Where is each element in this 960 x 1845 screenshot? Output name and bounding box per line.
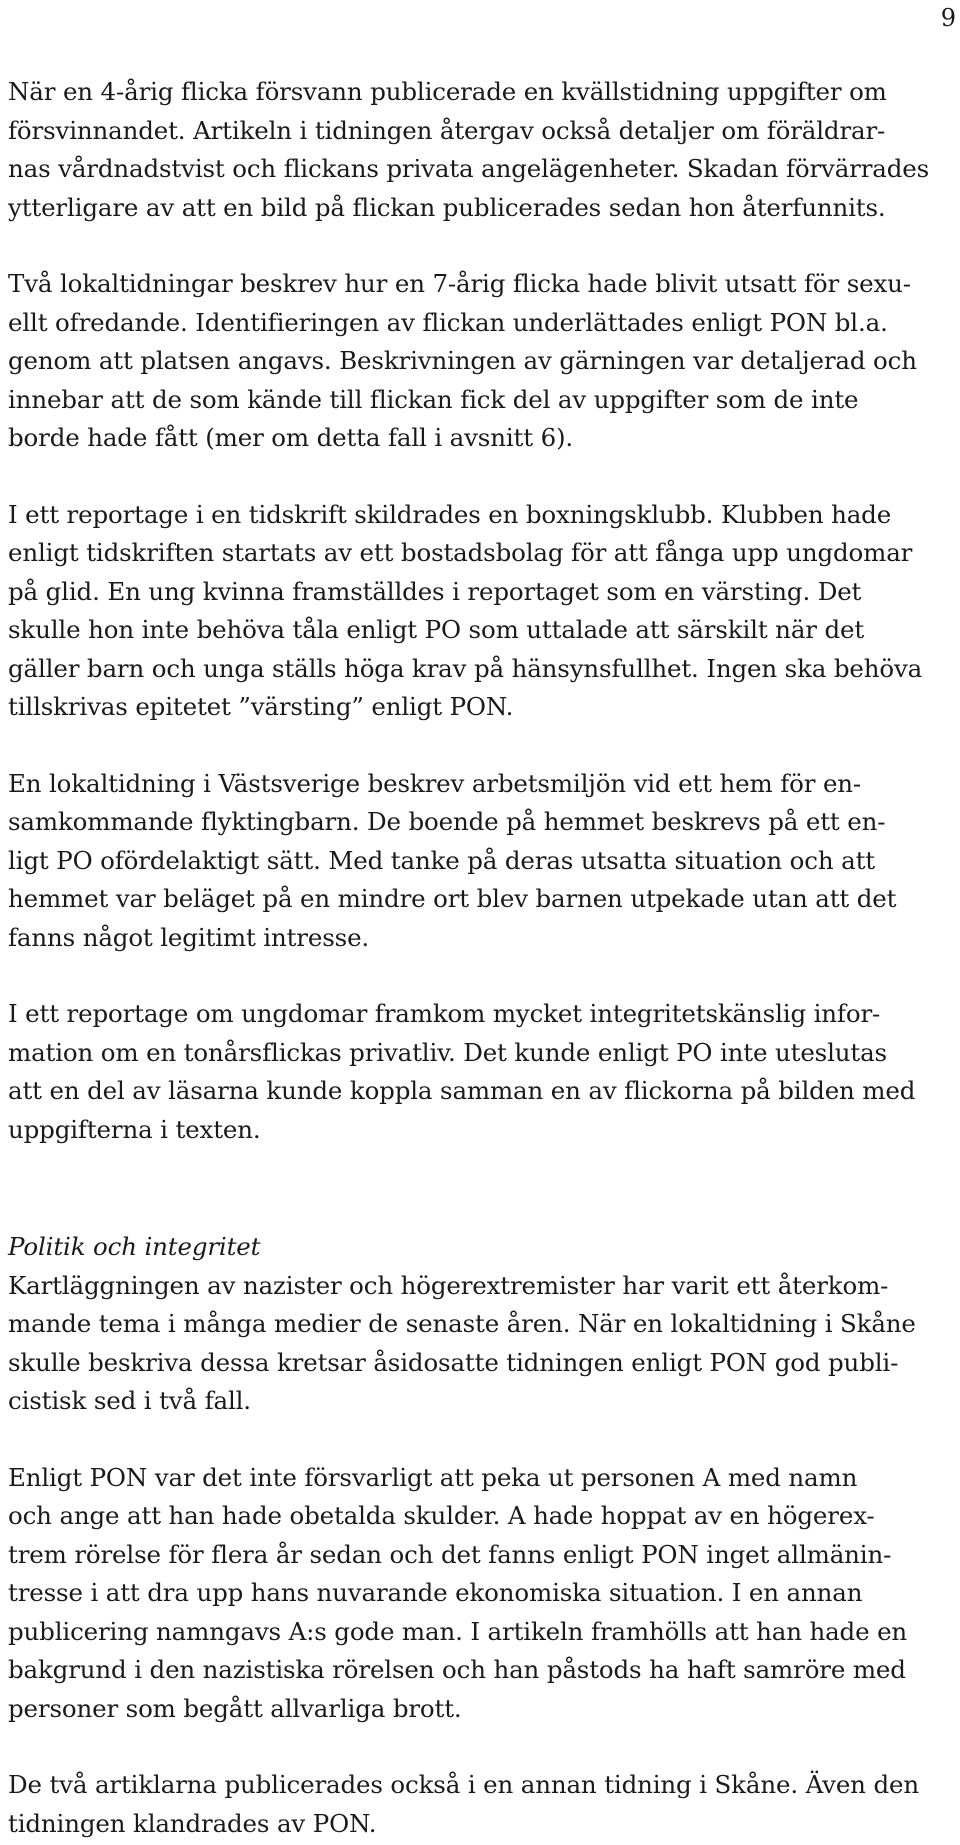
text-line: skulle hon inte behöva tåla enligt PO som uttalade att särskilt när det xyxy=(8,615,865,644)
text-line: cistisk sed i två fall. xyxy=(8,1386,251,1415)
text-line: När en 4-årig flicka försvann publicerade en kvällstidning uppgifter om xyxy=(8,77,887,106)
paragraph-spacer xyxy=(8,1421,952,1459)
paragraph-spacer xyxy=(8,458,952,496)
paragraph xyxy=(8,265,952,458)
paragraph-spacer xyxy=(8,1728,952,1766)
text-line: genom att platsen angavs. Beskrivningen av gärningen var detaljerad och xyxy=(8,346,917,375)
text-line: nas vårdnadstvist och flickans privata angelägenheter. Skadan förvärrades xyxy=(8,154,930,183)
paragraph xyxy=(8,995,952,1149)
text-line: trem rörelse för flera år sedan och det fanns enligt PON inget allmänin- xyxy=(8,1539,892,1569)
text-line: tidningen klandrades av PON. xyxy=(8,1808,377,1838)
section-spacer xyxy=(8,1149,952,1228)
text-line: samkommande flyktingbarn. De boende på hemmet beskrevs på ett en- xyxy=(8,807,886,836)
text-line: publicering namngavs A:s gode man. I artikeln framhölls att han hade en xyxy=(8,1616,908,1646)
text-line: borde hade fått (mer om detta fall i avsnitt 6). xyxy=(8,423,574,452)
paragraph-spacer xyxy=(8,227,952,265)
text-line: En lokaltidning i Västsverige beskrev arbetsmiljön vid ett hem för en- xyxy=(8,768,862,798)
text-line: innebar att de som kände till flickan fick del av uppgifter som de inte xyxy=(8,384,859,414)
text-line: och ange att han hade obetalda skulder. A hade hoppat av en högerex- xyxy=(8,1501,875,1530)
text-line: skulle beskriva dessa kretsar åsidosatte tidningen enligt PON god publi- xyxy=(8,1347,899,1377)
text-line: tresse i att dra upp hans nuvarande ekonomiska situation. I en annan xyxy=(8,1578,863,1607)
section-heading: Politik och integritet xyxy=(8,1232,261,1261)
text-line: uppgifterna i texten. xyxy=(8,1114,261,1144)
paragraph xyxy=(8,1267,952,1421)
text-line: på glid. En ung kvinna framställdes i reportaget som en värsting. Det xyxy=(8,576,862,606)
section xyxy=(8,1228,952,1843)
text-line: mande tema i många medier de senaste åren. När en lokaltidning i Skåne xyxy=(8,1309,916,1338)
text-line: I ett reportage i en tidskrift skildrades en boxningsklubb. Klubben hade xyxy=(8,499,892,529)
document-body xyxy=(8,73,952,1843)
text-line: De två artiklarna publicerades också i en annan tidning i Skåne. Även den xyxy=(8,1770,919,1799)
text-line: gäller barn och unga ställs höga krav på hänsynsfullhet. Ingen ska behöva xyxy=(8,653,923,683)
page-number: 9 xyxy=(940,4,956,32)
text-line: ellt ofredande. Identifieringen av flickan underlättades enligt PON bl.a. xyxy=(8,307,888,337)
paragraph xyxy=(8,496,952,727)
text-line: Två lokaltidningar beskrev hur en 7-årig flicka hade blivit utsatt för sexu- xyxy=(8,269,911,298)
text-line: Enligt PON var det inte försvarligt att peka ut personen A med namn xyxy=(8,1462,858,1492)
text-line: I ett reportage om ungdomar framkom mycket integritetskänslig infor- xyxy=(8,999,881,1028)
text-line: tillskrivas epitetet ”värsting” enligt PON. xyxy=(8,692,514,721)
text-line: att en del av läsarna kunde koppla samman en av flickorna på bilden med xyxy=(8,1076,916,1105)
text-line: ytterligare av att en bild på flickan publicerades sedan hon återfunnits. xyxy=(8,192,886,222)
text-line: ligt PO ofördelaktigt sätt. Med tanke på deras utsatta situation och att xyxy=(8,845,875,875)
text-line: mation om en tonårsflickas privatliv. Det kunde enligt PO inte uteslutas xyxy=(8,1037,887,1067)
text-line: hemmet var beläget på en mindre ort blev barnen utpekade utan att det xyxy=(8,884,897,913)
paragraph xyxy=(8,765,952,958)
paragraph xyxy=(8,73,952,227)
text-line: Kartläggningen av nazister och högerextremister har varit ett återkom- xyxy=(8,1270,889,1300)
text-line: enligt tidskriften startats av ett bostadsbolag för att fånga upp ungdomar xyxy=(8,538,913,567)
paragraph xyxy=(8,1459,952,1729)
paragraph-spacer xyxy=(8,957,952,995)
paragraph-spacer xyxy=(8,727,952,765)
text-line: fanns något legitimt intresse. xyxy=(8,922,370,952)
text-line: bakgrund i den nazistiska rörelsen och han påstods ha haft samröre med xyxy=(8,1655,906,1684)
text-line: försvinnandet. Artikeln i tidningen återgav också detaljer om föräldrar- xyxy=(8,115,886,145)
text-line: personer som begått allvarliga brott. xyxy=(8,1693,462,1723)
paragraph xyxy=(8,1766,952,1843)
